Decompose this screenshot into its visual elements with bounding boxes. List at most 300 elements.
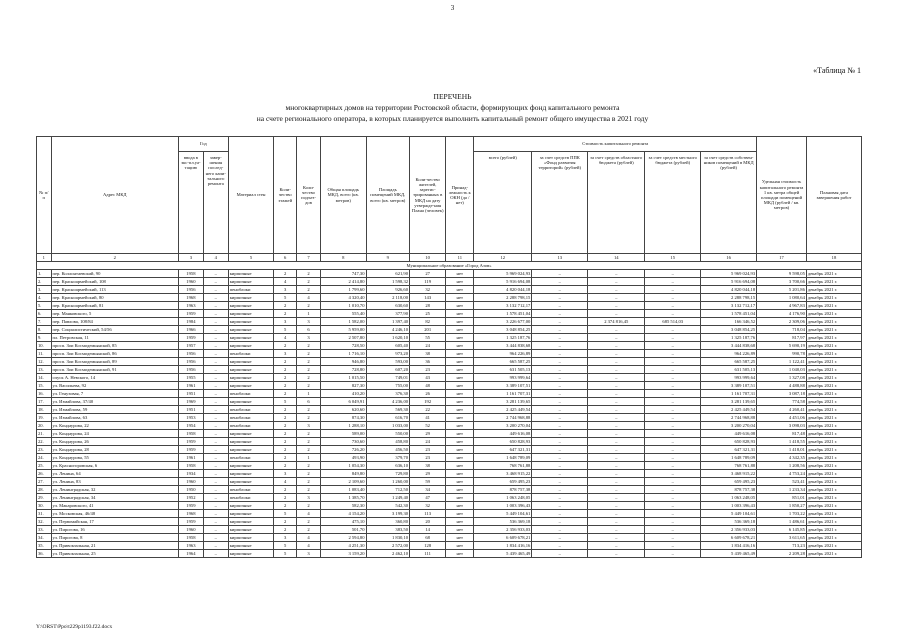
table-cell: кирпичные xyxy=(228,542,274,550)
table-cell: 1956 xyxy=(178,286,203,294)
table-cell: 1958 xyxy=(178,534,203,542)
table-cell: ул. Кондаурова, 26 xyxy=(51,438,178,446)
table-cell: 4 753,24 xyxy=(757,470,807,478)
table-row xyxy=(37,438,862,446)
table-cell: 4 320,40 xyxy=(320,294,366,302)
table-cell: 1 325 187,76 xyxy=(474,334,532,342)
table-cell: кирпичные xyxy=(228,470,274,478)
table-cell: 3 200 270,04 xyxy=(474,422,532,430)
table-cell: 3. xyxy=(37,286,52,294)
table-cell: 22. xyxy=(37,438,52,446)
table-cell: 659 495,23 xyxy=(701,478,757,486)
table-cell: – xyxy=(588,390,645,398)
col-header-unit-cost: Удельная стоимость капитального ремонта 1 кв. метра общей площади помещений МКД (рублей / кв. метров) xyxy=(757,137,807,254)
table-cell: декабрь 2021 г. xyxy=(806,278,861,286)
table-cell: 19. xyxy=(37,414,52,422)
table-cell: 1 161 707,31 xyxy=(474,390,532,398)
table-cell: ул. Кондаурова, 24 xyxy=(51,430,178,438)
table-cell: ул. Кондаурова, 55 xyxy=(51,454,178,462)
table-cell: пер. Социалистический, 54/56 xyxy=(51,326,178,334)
table-cell: пеноблоки xyxy=(228,422,274,430)
table-cell: – xyxy=(203,446,228,454)
table-cell: – xyxy=(532,326,588,334)
table-row xyxy=(37,358,862,366)
table-cell: 5 969 024,93 xyxy=(701,270,757,278)
houses-table xyxy=(36,136,862,558)
table-cell: 718,04 xyxy=(757,326,807,334)
table-row xyxy=(37,502,862,510)
table-cell: – xyxy=(645,294,701,302)
table-cell: 964 226,89 xyxy=(701,350,757,358)
table-row xyxy=(37,334,862,342)
table-cell: 1 486,61 xyxy=(757,518,807,526)
table-cell: ул. Московская, 46/48 xyxy=(51,510,178,518)
table-row xyxy=(37,278,862,286)
table-cell: 729,80 xyxy=(366,470,410,478)
table-cell: 6 609 678,21 xyxy=(701,534,757,542)
table-cell: 55 xyxy=(410,334,446,342)
table-cell: 7. xyxy=(37,318,52,326)
table-cell: – xyxy=(588,342,645,350)
table-cell: декабрь 2021 г. xyxy=(806,334,861,342)
table-cell: декабрь 2021 г. xyxy=(806,478,861,486)
table-cell: 2 356 933,03 xyxy=(474,526,532,534)
table-cell: 1 799,60 xyxy=(320,286,366,294)
col-header-premises-area: Площадь помещений МКД, всего (кв. метров) xyxy=(366,137,410,254)
table-cell: декабрь 2021 г. xyxy=(806,318,861,326)
table-cell: 2 xyxy=(297,302,321,310)
table-cell: 3 xyxy=(297,422,321,430)
table-cell: 8. xyxy=(37,326,52,334)
table-row xyxy=(37,398,862,406)
table-cell: кирпичные xyxy=(228,302,274,310)
table-cell: – xyxy=(588,486,645,494)
table-cell: – xyxy=(645,350,701,358)
table-cell: 2 xyxy=(274,270,297,278)
table-cell: декабрь 2021 г. xyxy=(806,374,861,382)
table-cell: – xyxy=(532,350,588,358)
table-cell: 449 616,08 xyxy=(701,430,757,438)
table-cell: – xyxy=(645,438,701,446)
table-row xyxy=(37,286,862,294)
table-cell: пер. Красноармейский, 113 xyxy=(51,286,178,294)
column-number-cell: 12 xyxy=(474,254,532,262)
table-cell: 621,90 xyxy=(366,270,410,278)
table-cell: декабрь 2021 г. xyxy=(806,294,861,302)
table-row xyxy=(37,510,862,518)
document-subtitle-line-1: многоквартирных домов на территории Ростовской области, формирующих фонд капитального ремонта xyxy=(285,103,620,112)
table-cell: 3 389 107,51 xyxy=(701,382,757,390)
table-cell: 1956 xyxy=(178,350,203,358)
table-cell: 1 327,08 xyxy=(757,374,807,382)
table-cell: 1969 xyxy=(178,398,203,406)
column-number-cell: 17 xyxy=(757,254,807,262)
table-cell: 5 916 694,08 xyxy=(701,278,757,286)
table-cell: кирпичные xyxy=(228,342,274,350)
table-cell: 166 346,52 xyxy=(701,318,757,326)
table-cell: декабрь 2021 г. xyxy=(806,310,861,318)
table-cell: – xyxy=(645,502,701,510)
table-cell: – xyxy=(645,446,701,454)
table-row xyxy=(37,494,862,502)
table-cell: 1961 xyxy=(178,454,203,462)
table-cell: 1 249,40 xyxy=(366,494,410,502)
table-cell: 1 063 248,05 xyxy=(474,494,532,502)
table-cell: – xyxy=(588,414,645,422)
table-cell: 3 xyxy=(274,534,297,542)
column-number-cell: 2 xyxy=(51,254,178,262)
table-cell: 650 828,93 xyxy=(701,438,757,446)
table-cell: 774,58 xyxy=(757,398,807,406)
table-cell: – xyxy=(203,270,228,278)
table-cell: 620,60 xyxy=(320,406,366,414)
table-cell: 589,00 xyxy=(320,430,366,438)
column-number-cell: 16 xyxy=(701,254,757,262)
table-cell: 4 xyxy=(274,478,297,486)
col-header-cost-region: за счет средств областного бюджета (рублей) xyxy=(588,152,645,254)
table-cell: декабрь 2021 г. xyxy=(806,550,861,558)
table-cell: 3 468 915,22 xyxy=(701,470,757,478)
table-cell: 27. xyxy=(37,478,52,486)
table-cell: декабрь 2021 г. xyxy=(806,438,861,446)
table-cell: – xyxy=(588,494,645,502)
table-cell: 2 xyxy=(274,358,297,366)
table-cell: нет xyxy=(446,494,474,502)
table-cell: – xyxy=(588,302,645,310)
table-cell: 964 226,89 xyxy=(474,350,532,358)
table-cell: 5 439 465,49 xyxy=(474,550,532,558)
table-cell: 1 834 416,16 xyxy=(474,542,532,550)
table-number-label: «Таблица № 1 xyxy=(813,66,861,75)
table-cell: 1 598,32 xyxy=(366,278,410,286)
table-cell: – xyxy=(203,502,228,510)
table-cell: 1 233,34 xyxy=(757,486,807,494)
table-cell: – xyxy=(203,294,228,302)
table-cell: – xyxy=(203,278,228,286)
table-cell: – xyxy=(532,358,588,366)
table-cell: 17. xyxy=(37,398,52,406)
table-cell: 14. xyxy=(37,374,52,382)
table-cell: 2 xyxy=(274,462,297,470)
table-cell: – xyxy=(645,358,701,366)
table-cell: ул. Ленинградская, 32 xyxy=(51,486,178,494)
table-cell: 2 414,80 xyxy=(320,278,366,286)
table-cell: нет xyxy=(446,526,474,534)
table-cell: пл. Петровская, 11 xyxy=(51,334,178,342)
table-cell: 11. xyxy=(37,350,52,358)
table-cell: декабрь 2021 г. xyxy=(806,398,861,406)
table-cell: 2 xyxy=(297,270,321,278)
table-cell: 1 325 187,76 xyxy=(701,334,757,342)
table-cell: ул. Привокзальная, 21 xyxy=(51,542,178,550)
table-cell: нет xyxy=(446,502,474,510)
table-cell: 410,20 xyxy=(320,390,366,398)
table-cell: 21. xyxy=(37,430,52,438)
table-cell: кирпичные xyxy=(228,438,274,446)
table-row xyxy=(37,486,862,494)
table-cell: 1 063 248,05 xyxy=(701,494,757,502)
table-cell: – xyxy=(532,478,588,486)
table-cell: 973,20 xyxy=(366,350,410,358)
table-cell: 1 582,00 xyxy=(320,318,366,326)
table-cell: 4 820 044,18 xyxy=(701,286,757,294)
table-cell: – xyxy=(532,526,588,534)
table-cell: просп. Зои Космодемьянской, 89 xyxy=(51,358,178,366)
table-cell: 2 xyxy=(274,422,297,430)
table-cell: декабрь 2021 г. xyxy=(806,542,861,550)
table-cell: – xyxy=(532,542,588,550)
table-cell: пер. Маяковского, 5 xyxy=(51,310,178,318)
table-cell: ул. Пирогова, 8 xyxy=(51,534,178,542)
table-cell: ул. Красногоровская, 6 xyxy=(51,462,178,470)
table-cell: – xyxy=(532,390,588,398)
table-cell: – xyxy=(645,494,701,502)
table-cell: 2 xyxy=(297,526,321,534)
table-cell: – xyxy=(532,438,588,446)
table-cell: декабрь 2021 г. xyxy=(806,462,861,470)
table-row xyxy=(37,454,862,462)
table-cell: 5 xyxy=(274,510,297,518)
table-row xyxy=(37,310,862,318)
table-cell: пеноблоки xyxy=(228,406,274,414)
table-cell: 501,70 xyxy=(320,526,366,534)
table-row xyxy=(37,382,862,390)
table-cell: 2 xyxy=(297,446,321,454)
table-cell: 23. xyxy=(37,446,52,454)
table-cell: 192 xyxy=(410,398,446,406)
column-number-cell: 5 xyxy=(228,254,274,262)
table-cell: – xyxy=(532,510,588,518)
table-cell: – xyxy=(645,374,701,382)
table-cell: 20. xyxy=(37,422,52,430)
table-cell: кирпичные xyxy=(228,366,274,374)
table-cell: ул. Ленинградская, 34 xyxy=(51,494,178,502)
table-cell: 4 154,20 xyxy=(320,510,366,518)
table-cell: 990,78 xyxy=(757,350,807,358)
table-cell: 1 648 789,09 xyxy=(701,454,757,462)
table-cell: 4 xyxy=(297,542,321,550)
table-cell: – xyxy=(588,366,645,374)
table-cell: 2 744 968,88 xyxy=(701,414,757,422)
table-cell: 3 281 139,65 xyxy=(701,398,757,406)
table-cell: декабрь 2021 г. xyxy=(806,486,861,494)
table-cell: – xyxy=(203,302,228,310)
table-cell: 6 049,91 xyxy=(320,398,366,406)
table-row xyxy=(37,422,862,430)
table-cell: – xyxy=(203,422,228,430)
table-cell: 25 xyxy=(410,310,446,318)
table-cell: 647 321,31 xyxy=(701,446,757,454)
table-cell: 12. xyxy=(37,358,52,366)
table-cell: 3 132 712,17 xyxy=(701,302,757,310)
table-cell: 2. xyxy=(37,278,52,286)
table-cell: 2 xyxy=(297,286,321,294)
table-cell: – xyxy=(532,366,588,374)
table-cell: – xyxy=(532,462,588,470)
table-cell: 2 xyxy=(274,374,297,382)
table-cell: 817,48 xyxy=(757,430,807,438)
table-cell: – xyxy=(203,454,228,462)
column-number-cell: 7 xyxy=(297,254,321,262)
table-cell: – xyxy=(532,286,588,294)
table-cell: – xyxy=(203,478,228,486)
table-cell: 379,70 xyxy=(366,454,410,462)
col-header-floors: Коли-чество этажей xyxy=(274,137,297,254)
table-cell: ул. Васильева, 92 xyxy=(51,382,178,390)
column-number-cell: 4 xyxy=(203,254,228,262)
table-cell: 1 260,00 xyxy=(366,478,410,486)
col-header-okn: Принад-лежность к ОКН (да / нет) xyxy=(446,137,474,254)
table-cell: 2 xyxy=(297,342,321,350)
table-cell: – xyxy=(588,278,645,286)
table-cell: декабрь 2021 г. xyxy=(806,366,861,374)
table-cell: – xyxy=(645,270,701,278)
table-cell: 3 087,18 xyxy=(757,390,807,398)
table-cell: – xyxy=(588,502,645,510)
table-cell: 5 969 024,93 xyxy=(474,270,532,278)
col-header-year: Год xyxy=(178,137,228,152)
table-cell: 3 xyxy=(297,550,321,558)
table-cell: 2 xyxy=(274,518,297,526)
column-number-cell: 11 xyxy=(446,254,474,262)
table-cell: 728,80 xyxy=(320,366,366,374)
table-row xyxy=(37,326,862,334)
table-cell: 4 488,88 xyxy=(757,382,807,390)
table-cell: пеноблоки xyxy=(228,414,274,422)
table-row xyxy=(37,350,862,358)
table-cell: 383,50 xyxy=(366,526,410,534)
table-cell: 2 xyxy=(274,430,297,438)
table-cell: 755,00 xyxy=(366,382,410,390)
table-cell: 43 xyxy=(410,374,446,382)
table-cell: – xyxy=(588,430,645,438)
table-cell: 874,30 xyxy=(320,414,366,422)
table-cell: – xyxy=(532,310,588,318)
table-cell: – xyxy=(588,438,645,446)
table-cell: 1958 xyxy=(178,430,203,438)
table-cell: 2 309,06 xyxy=(757,318,807,326)
table-cell: 593,00 xyxy=(366,358,410,366)
table-cell: 827,30 xyxy=(320,382,366,390)
table-cell: 1 578 451,04 xyxy=(474,310,532,318)
table-cell: кирпичные xyxy=(228,510,274,518)
table-cell: 665 587,25 xyxy=(701,358,757,366)
table-cell: 34. xyxy=(37,534,52,542)
table-cell: 3 098,03 xyxy=(757,422,807,430)
table-cell: 2 744 968,88 xyxy=(474,414,532,422)
column-number-cell: 1 xyxy=(37,254,52,262)
table-cell: 2 xyxy=(274,390,297,398)
table-cell: 38 xyxy=(410,462,446,470)
table-cell: 1 xyxy=(297,310,321,318)
table-cell: кирпичные xyxy=(228,358,274,366)
table-cell: 5 690,19 xyxy=(757,342,807,350)
table-cell: 5 xyxy=(274,326,297,334)
table-cell: пеноблоки xyxy=(228,390,274,398)
table-cell: 3 226 677,00 xyxy=(474,318,532,326)
table-cell: 630,60 xyxy=(366,302,410,310)
table-row xyxy=(37,550,862,558)
table-cell: 1 122,41 xyxy=(757,358,807,366)
table-cell: кирпичные xyxy=(228,398,274,406)
table-cell: 4 820 044,18 xyxy=(474,286,532,294)
table-cell: 4 246,10 xyxy=(366,326,410,334)
table-cell: – xyxy=(203,542,228,550)
table-cell: – xyxy=(645,518,701,526)
table-cell: – xyxy=(203,430,228,438)
table-cell: пер. Павлова, 108/84 xyxy=(51,318,178,326)
table-cell: нет xyxy=(446,518,474,526)
col-header-residents: Коли-чество жителей, зарегис-трированных в МКД на дату утвержде-ния Плана (человек) xyxy=(410,137,446,254)
table-cell: 4 xyxy=(274,334,297,342)
table-cell: 376,30 xyxy=(366,390,410,398)
table-cell: кирпичные xyxy=(228,374,274,382)
table-cell: 23 xyxy=(410,366,446,374)
table-cell: 542,30 xyxy=(366,502,410,510)
table-cell: – xyxy=(645,550,701,558)
table-cell: 1 703,22 xyxy=(757,510,807,518)
table-cell: 377,90 xyxy=(366,310,410,318)
table-cell: нет xyxy=(446,470,474,478)
table-cell: 631 505,13 xyxy=(474,366,532,374)
column-number-cell: 8 xyxy=(320,254,366,262)
table-cell: 25. xyxy=(37,462,52,470)
table-cell: нет xyxy=(446,350,474,358)
table-cell: – xyxy=(645,486,701,494)
table-cell: – xyxy=(203,438,228,446)
table-cell: – xyxy=(203,342,228,350)
table-cell: нет xyxy=(446,486,474,494)
table-cell: – xyxy=(532,430,588,438)
table-cell: 2 xyxy=(274,526,297,534)
table-cell: 3 xyxy=(297,494,321,502)
table-cell: 2 288 798,15 xyxy=(701,294,757,302)
table-cell: нет xyxy=(446,446,474,454)
table-cell: 4 260,41 xyxy=(757,406,807,414)
table-cell: 768 761,88 xyxy=(701,462,757,470)
table-cell: – xyxy=(532,470,588,478)
table-cell: – xyxy=(532,422,588,430)
table-row xyxy=(37,374,862,382)
table-cell: 2 572,00 xyxy=(366,542,410,550)
table-cell: – xyxy=(203,414,228,422)
table-row xyxy=(37,526,862,534)
table-cell: 993 999,64 xyxy=(701,374,757,382)
table-cell: ул. Кондаурова, 28 xyxy=(51,446,178,454)
col-header-entrances: Коли-чество подъез-дов xyxy=(297,137,321,254)
table-cell: 1957 xyxy=(178,342,203,350)
table-cell: 1959 xyxy=(178,502,203,510)
column-number-row xyxy=(37,254,862,262)
table-cell: 2 xyxy=(274,302,297,310)
table-cell: 1953 xyxy=(178,414,203,422)
table-cell: – xyxy=(203,366,228,374)
table-cell: 1963 xyxy=(178,542,203,550)
table-cell: – xyxy=(203,398,228,406)
table-cell: нет xyxy=(446,438,474,446)
table-cell: 946,80 xyxy=(320,358,366,366)
table-cell: 33. xyxy=(37,526,52,534)
table-cell: 1 080,64 xyxy=(757,294,807,302)
table-cell: – xyxy=(532,486,588,494)
table-cell: – xyxy=(203,350,228,358)
table-cell: – xyxy=(203,326,228,334)
page-number: 3 xyxy=(450,4,455,12)
table-cell: 1950 xyxy=(178,486,203,494)
table-cell: пер. Красноармейский, 108 xyxy=(51,278,178,286)
table-cell: ул. Пирогова, 16 xyxy=(51,526,178,534)
table-cell: 2 xyxy=(297,518,321,526)
